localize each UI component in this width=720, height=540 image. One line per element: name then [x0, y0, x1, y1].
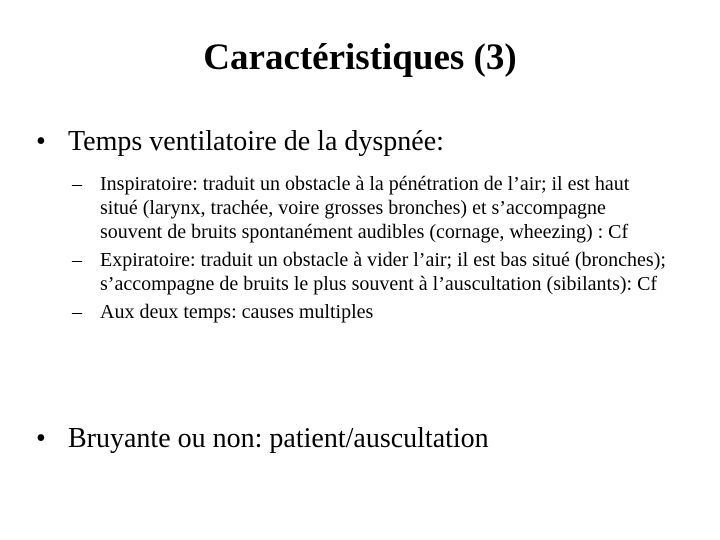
- bullet-item-2: [36, 422, 696, 456]
- bullet-marker: •: [36, 126, 46, 157]
- bullet-text: Temps ventilatoire de la dyspnée:: [68, 126, 444, 157]
- bullet-text: Bruyante ou non: patient/auscultation: [68, 423, 489, 454]
- sub-bullet-item-2: [72, 248, 672, 296]
- dash-marker: –: [72, 249, 82, 271]
- dash-marker: –: [72, 173, 82, 195]
- slide-title: Caractéristiques (3): [203, 37, 517, 78]
- bullet-item-1: [36, 125, 696, 159]
- sub-bullet-text: Expiratoire: traduit un obstacle à vider l’air; il est bas situé (bronches); s’accompagne de bruits le plus souvent à l’auscultation (sibilants): Cf: [100, 249, 666, 295]
- dash-marker: –: [72, 301, 82, 323]
- sub-bullet-item-1: [72, 172, 672, 244]
- sub-bullet-item-3: [72, 300, 672, 324]
- sub-bullet-text: Aux deux temps: causes multiples: [100, 301, 374, 323]
- bullet-marker: •: [36, 423, 46, 454]
- sub-bullet-list: [72, 172, 672, 328]
- sub-bullet-text: Inspiratoire: traduit un obstacle à la pénétration de l’air; il est haut situé (larynx, trachée, voire grosses bronches) et s’accompagne souvent de bruits spontanément audibles (cornage, wheezing) : Cf: [100, 173, 630, 243]
